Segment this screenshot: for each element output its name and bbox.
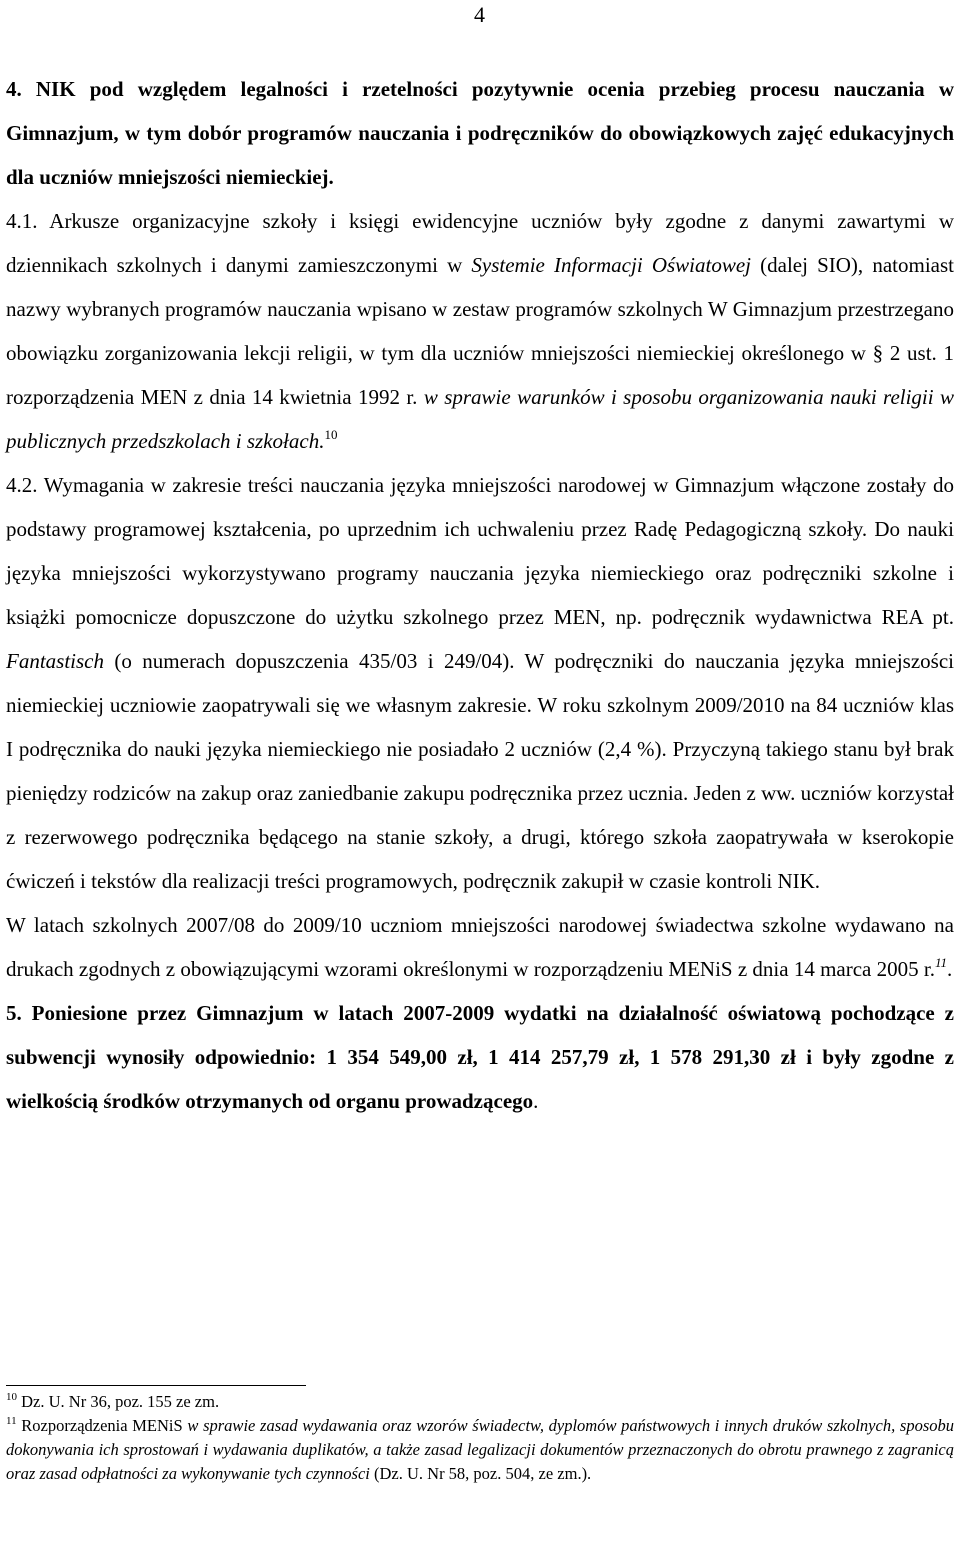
footnote-11-text-b: (Dz. U. Nr 58, poz. 504, ze zm.). xyxy=(369,1464,592,1483)
footnote-divider xyxy=(6,1385,306,1386)
footnote-11-number: 11 xyxy=(6,1415,17,1427)
footnote-10-text: Dz. U. Nr 36, poz. 155 ze zm. xyxy=(17,1392,220,1411)
paragraph-4-1 xyxy=(6,199,954,463)
paragraph-4-2-italic-title: Fantastisch xyxy=(6,649,104,673)
footnotes xyxy=(6,1385,954,1486)
paragraph-4-2 xyxy=(6,463,954,903)
footnote-11-italic-title: w sprawie zasad wydawania oraz wzorów świadectw, dyplomów państwowych i innych druków szkolnych, sposobu dokonywania ich sprostowań i wydawania duplikatów, a także zasad legalizacji dokumentów przeznaczonych do obrotu prawnego z zagranicą oraz zasad odpłatności za wykonywanie tych czynności xyxy=(6,1416,954,1483)
footnote-ref-11-italic: 11 xyxy=(934,955,948,970)
paragraph-certificates xyxy=(6,903,954,991)
footnote-11-text-a: Rozporządzenia MENiS xyxy=(16,1416,188,1435)
paragraph-4-2-text-b: (o numerach dopuszczenia 435/03 i 249/04). W podręczniki do nauczania języka mniejszości niemieckiej uczniowie zaopatrywali się we własnym zakresie. W roku szkolnym 2009/2010 na 84 uczniów klas I podręcznika do nauki języka niemieckiego nie posiadało 2 uczniów (2,4 %). Przyczyną takiego stanu był brak pieniędzy rodziców na zakup oraz zaniedbanie zakupu podręcznika przez ucznia. Jeden z ww. uczniów korzystał z rezerwowego podręcznika będącego na stanie szkoły, a drugi, którego szkoła zaopatrywała w kserokopie ćwiczeń i tekstów dla realizacji treści programowych, podręcznik zakupił w czasie kontroli NIK. xyxy=(6,649,954,893)
footnote-ref-10[interactable]: 10 xyxy=(324,427,338,442)
paragraph-4-1-italic-title: w sprawie warunków i sposobu organizowania nauki religii w publicznych przedszkolach i szkołach. xyxy=(6,385,954,453)
document-body xyxy=(6,67,954,1123)
section-5 xyxy=(6,991,954,1123)
section-4-heading: 4. NIK pod względem legalności i rzetelności pozytywnie ocenia przebieg procesu nauczania w Gimnazjum, w tym dobór programów nauczania i podręczników do obowiązkowych zajęć edukacyjnych dla uczniów mniejszości niemieckiej. xyxy=(6,77,954,189)
section-5-bold: 5. Poniesione przez Gimnazjum w latach 2007-2009 wydatki na działalność oświatową pochodzące z subwencji wynosiły odpowiednio: 1 354 549,00 zł, 1 414 257,79 zł, 1 578 291,30 zł i były zgodne z wielkością środków otrzymanych od organu prowadzącego xyxy=(6,1001,954,1113)
paragraph-4-2-text-a: 4.2. Wymagania w zakresie treści nauczania języka mniejszości narodowej w Gimnazjum włączone zostały do podstawy programowej kształcenia, po uprzednim ich uchwaleniu przez Radę Pedagogiczną szkoły. Do nauki języka mniejszości wykorzystywano programy nauczania języka niemieckiego oraz podręczniki szkolne i książki pomocnicze dopuszczone do użytku szkolnego przez MEN, np. podręcznik wydawnictwa REA pt. xyxy=(6,473,954,629)
paragraph-4-1-text-a: 4.1. Arkusze organizacyjne szkoły i księgi ewidencyjne uczniów były zgodne z danymi zawartymi w dziennikach szkolnych i danymi zamieszczonymi w xyxy=(6,209,954,277)
page-number: 4 xyxy=(474,2,485,27)
paragraph-4-1-text-b: (dalej SIO), natomiast nazwy wybranych programów nauczania wpisano w zestaw programów szkolnych W Gimnazjum przestrzegano obowiązku zorganizowania lekcji religii, w tym dla uczniów mniejszości niemieckiej określonego w § 2 ust. 1 rozporządzenia MEN z dnia 14 kwietnia 1992 r. xyxy=(6,253,954,409)
footnote-10 xyxy=(6,1390,954,1414)
footnote-11 xyxy=(6,1414,954,1486)
section-5-end: . xyxy=(533,1089,539,1113)
footnote-10-number: 10 xyxy=(6,1391,17,1403)
paragraph-4-1-italic-sio: Systemie Informacji Oświatowej xyxy=(471,253,751,277)
paragraph-certificates-text: W latach szkolnych 2007/08 do 2009/10 uczniom mniejszości narodowej świadectwa szkolne wydawano na drukach zgodnych z obowiązującymi wzorami określonymi w rozporządzeniu MENiS z dnia 14 marca 2005 r. xyxy=(6,913,954,981)
footnote-ref-11[interactable] xyxy=(935,955,947,970)
paragraph-certificates-end: . xyxy=(947,957,953,981)
